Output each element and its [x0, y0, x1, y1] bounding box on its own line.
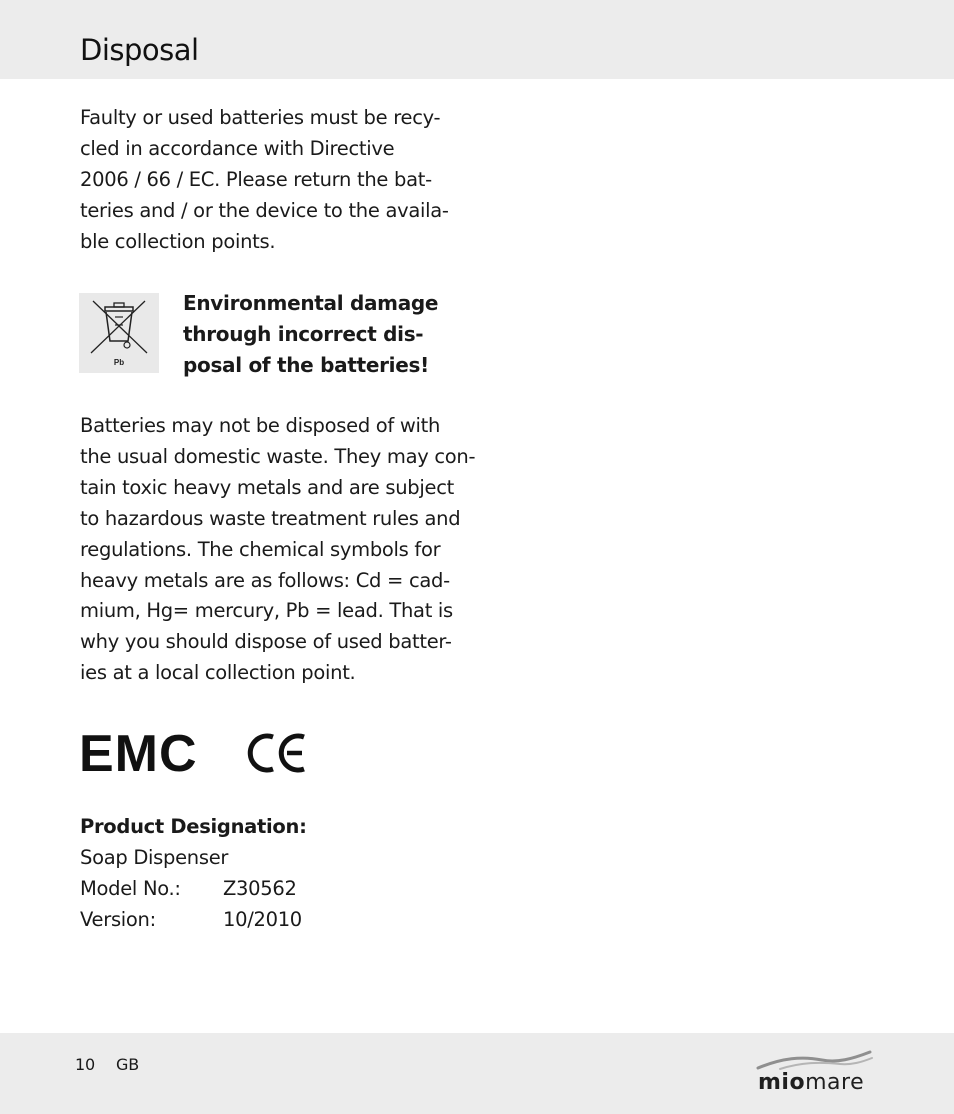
emc-logo: EMC	[79, 725, 198, 783]
product-designation-block	[80, 812, 307, 936]
crossed-out-bin-icon	[79, 293, 159, 373]
model-label: Model No.:	[80, 876, 181, 900]
text-line: Batteries may not be disposed of with	[80, 414, 441, 437]
text-line: to hazardous waste treatment rules and	[80, 506, 461, 530]
warning-line: Environmental damage	[183, 291, 439, 315]
warning-line: through incorrect dis-	[183, 322, 424, 346]
text-line: tain toxic heavy metals and are subject	[80, 475, 454, 499]
version-label: Version:	[80, 907, 156, 931]
brand-wave-icon	[752, 1050, 878, 1072]
text-line: mium, Hg= mercury, Pb = lead. That is	[80, 599, 453, 623]
page-title: Disposal	[80, 33, 199, 67]
text-line: ble collection points.	[80, 229, 276, 253]
heavy-metals-paragraph	[80, 411, 476, 689]
brand-logo	[752, 1050, 878, 1100]
language-code: GB	[116, 1055, 139, 1074]
text-line: cled in accordance with Directive	[80, 136, 395, 160]
product-heading: Product Designation:	[80, 815, 307, 838]
battery-recycling-paragraph	[80, 103, 470, 258]
product-name: Soap Dispenser	[80, 845, 229, 869]
model-row	[80, 874, 307, 905]
bin-icon-label: Pb	[113, 358, 125, 367]
brand-name-bold: mio	[758, 1070, 806, 1095]
warning-line: posal of the batteries!	[183, 353, 429, 377]
version-value: 10/2010	[223, 907, 302, 931]
text-line: Faulty or used batteries must be recy-	[80, 106, 441, 129]
text-line: heavy metals are as follows: Cd = cad-	[80, 568, 450, 592]
text-line: the usual domestic waste. They may con-	[80, 444, 476, 468]
environmental-warning-title	[183, 288, 483, 381]
brand-name-light: mare	[805, 1070, 865, 1095]
text-line: teries and / or the device to the availa-	[80, 198, 449, 222]
model-value: Z30562	[223, 876, 297, 900]
page-header-band	[0, 0, 954, 79]
ce-mark-icon	[247, 732, 309, 778]
version-row	[80, 905, 307, 936]
text-line: why you should dispose of used batter-	[80, 630, 452, 654]
page-number: 10	[75, 1055, 95, 1074]
text-line: 2006 / 66 / EC. Please return the bat-	[80, 167, 432, 191]
brand-name	[758, 1070, 864, 1095]
text-line: ies at a local collection point.	[80, 661, 356, 685]
text-line: regulations. The chemical symbols for	[80, 537, 441, 561]
